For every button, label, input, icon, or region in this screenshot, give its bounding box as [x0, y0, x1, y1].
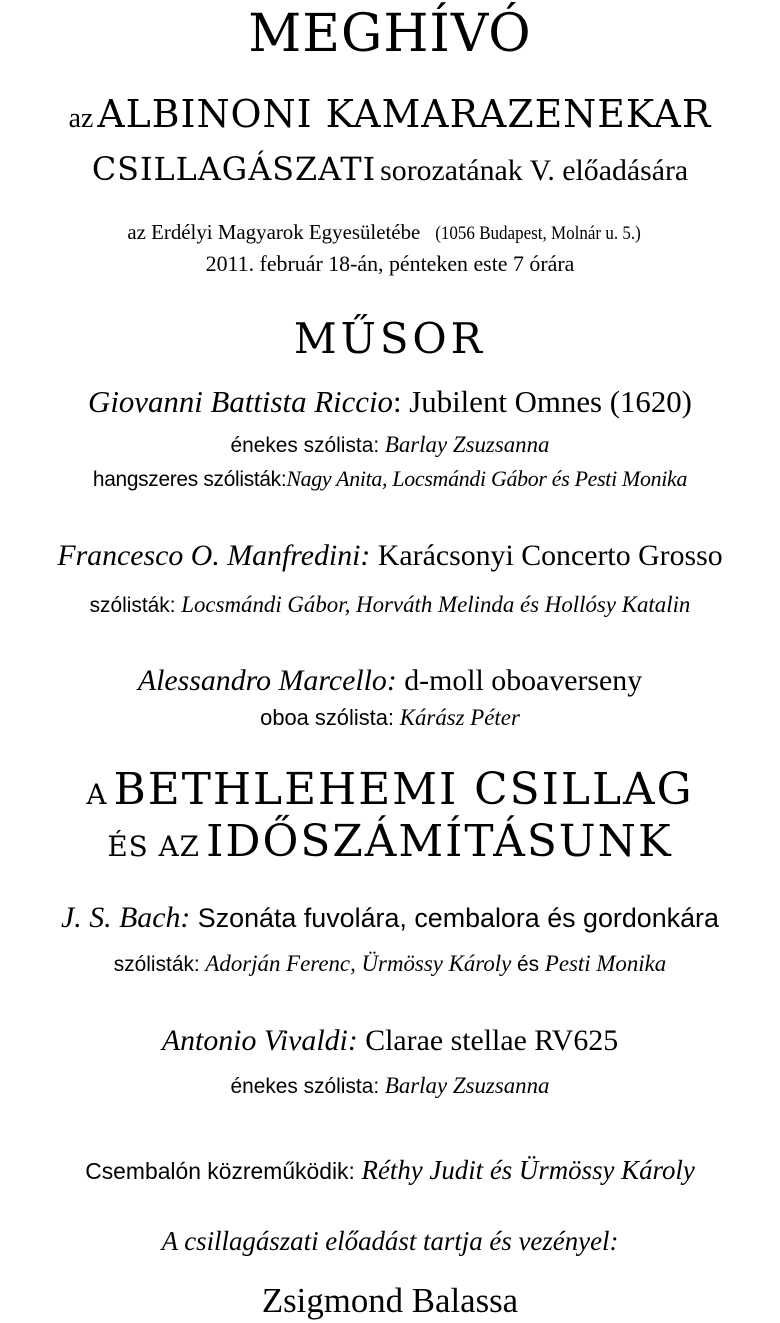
- work-vivaldi: [2, 1026, 778, 1056]
- venue-address: (1056 Budapest, Molnár u. 5.): [435, 223, 642, 244]
- conductor-intro: A csillagászati előadást tartja és vezényel:: [161, 1226, 619, 1256]
- soloist-joiner: és: [517, 953, 540, 976]
- harpsichord-label: Csembalón közreműködik:: [85, 1158, 355, 1184]
- soloist-label: szólisták:: [89, 594, 176, 617]
- composer-name: Antonio Vivaldi:: [161, 1024, 358, 1057]
- series-name: CSILLAGÁSZATI: [91, 150, 377, 188]
- venue-name: az Erdélyi Magyarok Egyesületébe: [127, 220, 421, 244]
- invitation-title: MEGHÍVÓ: [248, 4, 532, 64]
- lecture-big-words: IDŐSZÁMÍTÁSUNK: [206, 816, 673, 867]
- series-rest: sorozatának V. előadására: [380, 154, 689, 187]
- soloist-names: Pesti Monika: [544, 951, 667, 976]
- harpsichord-names: Réthy Judit és Ürmössy Károly: [361, 1155, 695, 1185]
- ensemble-name: ALBINONI KAMARAZENEKAR: [97, 92, 712, 136]
- soloist-label: énekes szólista:: [230, 434, 380, 457]
- soloist-line: [2, 593, 778, 616]
- composer-name: J. S. Bach:: [61, 901, 191, 934]
- lecture-small-word: A: [86, 778, 108, 811]
- ensemble-prefix: az: [68, 103, 94, 134]
- soloist-names: Barlay Zsuzsanna: [384, 1073, 550, 1098]
- soloist-names: Kárász Péter: [399, 705, 520, 730]
- soloist-names: Barlay Zsuzsanna: [384, 432, 550, 457]
- soloist-names: Locsmándi Gábor, Horváth Melinda és Hollósy Katalin: [181, 592, 691, 617]
- composer-name: Giovanni Battista Riccio: [88, 384, 393, 419]
- work-title: Jubilent Omnes (1620): [409, 384, 692, 419]
- composer-name: Francesco O. Manfredini:: [57, 539, 371, 572]
- work-title: Clarae stellae RV625: [365, 1024, 619, 1057]
- program-title: MŰSOR: [293, 314, 487, 363]
- lecture-title-line2: [2, 816, 778, 867]
- work-manfredini: [2, 541, 778, 571]
- soloist-line: [2, 1074, 778, 1097]
- work-title: d-moll oboaverseny: [404, 664, 643, 697]
- soloist-line: [2, 706, 778, 729]
- conductor-name: Zsigmond Balassa: [261, 1281, 519, 1320]
- venue-line: [2, 222, 778, 243]
- work-marcello: [2, 666, 778, 696]
- soloist-label: énekes szólista:: [230, 1075, 380, 1098]
- separator: :: [392, 384, 402, 419]
- soloist-names: Adorján Ferenc, Ürmössy Károly: [205, 951, 512, 976]
- lecture-title-line1: [2, 764, 778, 815]
- soloist-line: [2, 433, 778, 456]
- composer-name: Alessandro Marcello:: [137, 664, 397, 697]
- work-bach: [2, 903, 778, 933]
- event-date: 2011. február 18-án, pénteken este 7 órára: [205, 251, 575, 276]
- work-title: Szonáta fuvolára, cembalora és gordonkára: [197, 903, 719, 933]
- soloist-label: szólisták:: [113, 953, 200, 976]
- ensemble-line: [2, 92, 778, 136]
- soloist-line: [2, 952, 778, 975]
- soloist-line: [2, 468, 778, 490]
- work-title: Karácsonyi Concerto Grosso: [377, 539, 723, 572]
- soloist-label: hangszeres szólisták:: [92, 468, 287, 491]
- harpsichord-line: [2, 1157, 778, 1184]
- lecture-big-words: BETHLEHEMI CSILLAG: [113, 764, 694, 815]
- work-riccio: [2, 386, 778, 417]
- series-line: [2, 150, 778, 188]
- lecture-small-word: ÉS AZ: [107, 830, 201, 863]
- soloist-names: Nagy Anita, Locsmándi Gábor és Pesti Monika: [286, 466, 688, 491]
- soloist-label: oboa szólista:: [260, 705, 394, 730]
